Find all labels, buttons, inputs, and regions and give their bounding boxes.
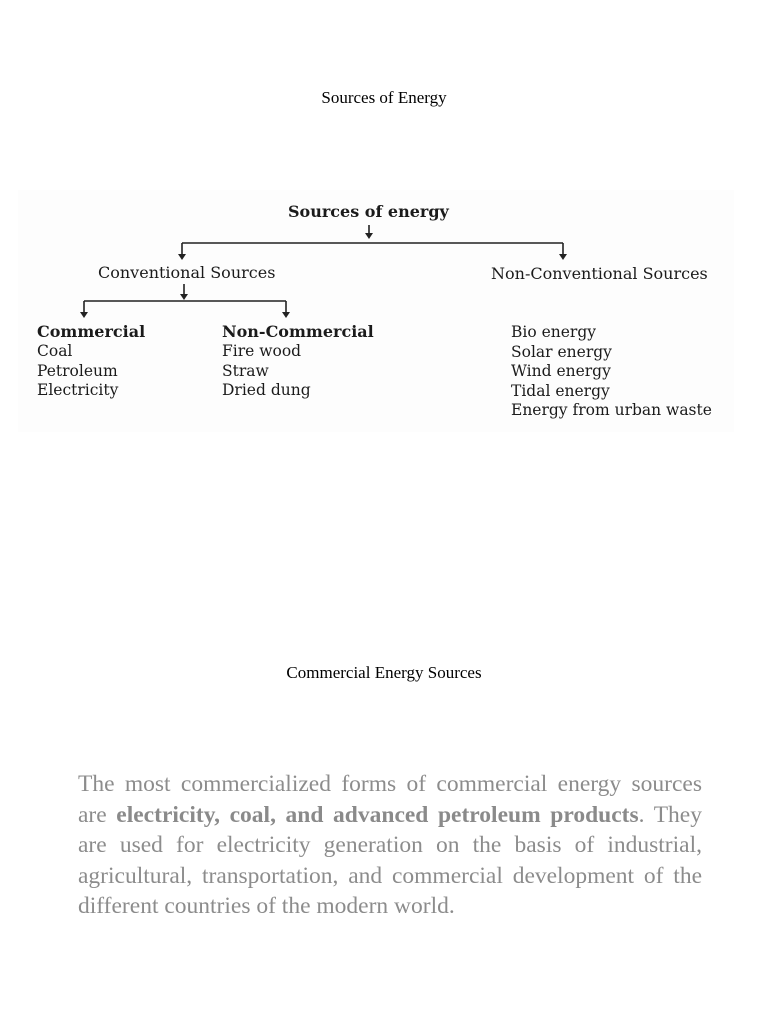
root-arrow-head xyxy=(365,233,373,239)
list-item: Wind energy xyxy=(511,362,611,380)
list-item: Coal xyxy=(37,342,73,360)
list-item: Electricity xyxy=(37,381,119,399)
commercial-title: Commercial xyxy=(37,322,146,341)
body-paragraph xyxy=(78,769,702,922)
sub-bracket-left-head xyxy=(80,312,88,318)
sub-bracket-right-head xyxy=(282,312,290,318)
paragraph-text: . They are used for electricity generation on the basis of industrial, agricultural, transportation, and commercial development of the different countries of the modern world. xyxy=(78,801,702,920)
commercial-list xyxy=(37,342,118,401)
paragraph-text: The most commercialized forms of commercial energy sources are xyxy=(78,771,702,828)
list-item: Fire wood xyxy=(222,342,302,360)
non-commercial-title: Non-Commercial xyxy=(222,322,374,341)
non-conventional-list xyxy=(511,323,712,421)
section-heading: Commercial Energy Sources xyxy=(286,663,482,682)
conventional-label: Conventional Sources xyxy=(98,263,276,282)
list-item: Energy from urban waste xyxy=(511,401,712,419)
conventional-arrow-head xyxy=(180,294,188,300)
list-item: Petroleum xyxy=(37,361,118,380)
page-title: Sources of Energy xyxy=(321,88,447,107)
list-item: Solar energy xyxy=(511,342,612,361)
paragraph-bold-text: electricity, coal, and advanced petroleum products xyxy=(116,801,639,828)
main-bracket-left-head xyxy=(178,254,186,260)
list-item: Tidal energy xyxy=(511,381,610,400)
list-item: Dried dung xyxy=(222,381,311,399)
list-item: Straw xyxy=(222,361,269,380)
diagram-root-label: Sources of energy xyxy=(288,202,449,221)
main-bracket-right-head xyxy=(559,254,567,260)
energy-sources-diagram xyxy=(18,190,734,432)
non-conventional-label: Non-Conventional Sources xyxy=(491,264,708,283)
non-commercial-list xyxy=(222,342,311,401)
list-item: Bio energy xyxy=(511,323,597,341)
